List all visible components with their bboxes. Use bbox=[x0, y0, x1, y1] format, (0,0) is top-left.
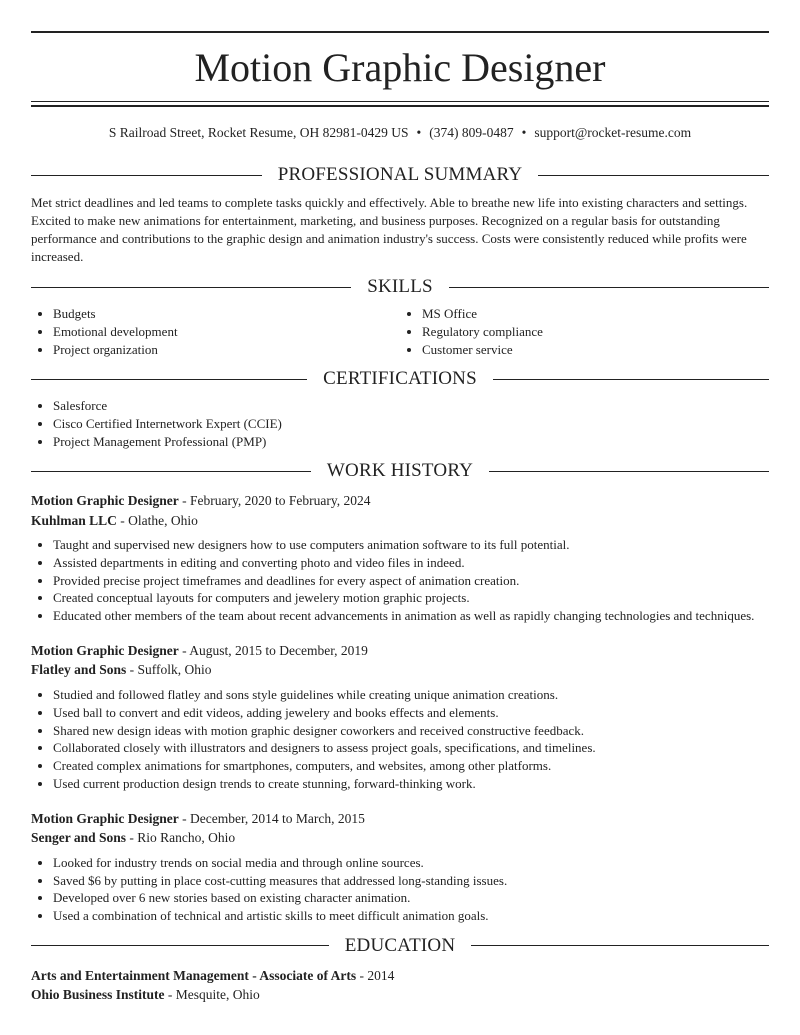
education-year: - 2014 bbox=[356, 967, 395, 983]
contact-email: support@rocket-resume.com bbox=[534, 125, 692, 140]
education-degree: Arts and Entertainment Management - Associate of Arts bbox=[31, 967, 357, 983]
double-rule-upper bbox=[31, 101, 769, 102]
skills-list bbox=[31, 305, 769, 359]
job-bullet: • Used current production design trends to create stunning, forward-thinking work. bbox=[53, 775, 769, 793]
job-bullets bbox=[31, 536, 769, 625]
resume-body bbox=[31, 162, 769, 1005]
double-rule-lower bbox=[31, 105, 769, 107]
job-bullet: • Assisted departments in editing and converting photo and video files in indeed. bbox=[53, 554, 769, 572]
separator: • bbox=[416, 125, 422, 140]
skills-column-left bbox=[31, 305, 400, 359]
job-location: - Olathe, Ohio bbox=[116, 512, 198, 528]
job-bullet: • Developed over 6 new stories based on existing character animation. bbox=[53, 889, 769, 907]
job-entry bbox=[31, 491, 769, 625]
job-bullet: • Looked for industry trends on social media and through online sources. bbox=[53, 854, 769, 872]
job-bullet: • Created complex animations for smartphones, computers, and websites, among other platforms. bbox=[53, 757, 769, 775]
job-bullet: • Taught and supervised new designers how to use computers animation software to its full potential. bbox=[53, 536, 769, 554]
certifications-list bbox=[31, 397, 769, 451]
education-school: Ohio Business Institute bbox=[31, 987, 165, 1003]
top-rule bbox=[31, 31, 769, 33]
job-bullet: • Saved $6 by putting in place cost-cutting measures that addressed long-standing issues. bbox=[53, 872, 769, 890]
separator: • bbox=[521, 125, 527, 140]
education-entry bbox=[31, 966, 769, 1005]
job-company: Flatley and Sons bbox=[31, 662, 127, 678]
section-heading-summary: PROFESSIONAL SUMMARY bbox=[31, 162, 769, 188]
job-dates: - August, 2015 to December, 2019 bbox=[178, 642, 368, 658]
certification-item: • Salesforce bbox=[53, 397, 769, 415]
contact-phone: (374) 809-0487 bbox=[429, 125, 514, 140]
resume-title: Motion Graphic Designer bbox=[194, 45, 606, 90]
job-company: Kuhlman LLC bbox=[31, 512, 117, 528]
section-heading-education: EDUCATION bbox=[31, 933, 769, 959]
certification-item: • Cisco Certified Internetwork Expert (CCIE) bbox=[53, 415, 769, 433]
skill-item: • Emotional development bbox=[53, 323, 400, 341]
section-heading-skills: SKILLS bbox=[31, 274, 769, 300]
job-bullets bbox=[31, 686, 769, 793]
job-entry bbox=[31, 641, 769, 793]
skill-item: • Customer service bbox=[422, 341, 769, 359]
skill-item: • MS Office bbox=[422, 305, 769, 323]
job-location: - Suffolk, Ohio bbox=[126, 662, 212, 678]
contact-line bbox=[31, 124, 769, 142]
education-location: - Mesquite, Ohio bbox=[164, 987, 260, 1003]
section-heading-work-history: WORK HISTORY bbox=[31, 458, 769, 484]
contact-address: S Railroad Street, Rocket Resume, OH 82981-0429 US bbox=[108, 125, 409, 140]
skill-item: • Budgets bbox=[53, 305, 400, 323]
job-bullet: • Educated other members of the team about recent advancements in animation as well as rapidly changing technologies and techniques. bbox=[53, 607, 769, 625]
job-bullet: • Collaborated closely with illustrators and designers to assess project goals, specifications, and timelines. bbox=[53, 739, 769, 757]
job-bullet: • Created conceptual layouts for computers and jewelery motion graphic projects. bbox=[53, 589, 769, 607]
job-location: - Rio Rancho, Ohio bbox=[126, 830, 236, 846]
job-bullet: • Used a combination of technical and artistic skills to meet difficult animation goals. bbox=[53, 907, 769, 925]
job-bullet: • Studied and followed flatley and sons style guidelines while creating unique animation creations. bbox=[53, 686, 769, 704]
job-entry bbox=[31, 809, 769, 925]
job-title: Motion Graphic Designer bbox=[31, 493, 179, 508]
certification-item: • Project Management Professional (PMP) bbox=[53, 433, 769, 451]
section-heading-certifications: CERTIFICATIONS bbox=[31, 366, 769, 392]
skill-item: • Project organization bbox=[53, 341, 400, 359]
job-dates: - February, 2020 to February, 2024 bbox=[178, 493, 371, 508]
job-title: Motion Graphic Designer bbox=[31, 810, 179, 826]
job-title: Motion Graphic Designer bbox=[31, 642, 179, 658]
skill-item: • Regulatory compliance bbox=[422, 323, 769, 341]
job-bullet: • Provided precise project timeframes and deadlines for every aspect of animation creation. bbox=[53, 572, 769, 590]
job-bullet: • Used ball to convert and edit videos, adding jewelery and books effects and elements. bbox=[53, 704, 769, 722]
job-company: Senger and Sons bbox=[31, 830, 127, 846]
job-dates: - December, 2014 to March, 2015 bbox=[178, 810, 365, 826]
job-bullets bbox=[31, 854, 769, 925]
summary-text: Met strict deadlines and led teams to complete tasks quickly and effectively. Able to breathe new life into existing characters and settings. Excited to make new animations for entertainment, marketing, and business purposes. Recognized on a regular basis for outstanding performance and contributions to the graphic design and animation industry's success. Costs were consistently reduced while profits were increased. bbox=[31, 195, 748, 264]
job-bullet: • Shared new design ideas with motion graphic designer coworkers and received constructive feedback. bbox=[53, 722, 769, 740]
skills-column-right bbox=[400, 305, 769, 359]
